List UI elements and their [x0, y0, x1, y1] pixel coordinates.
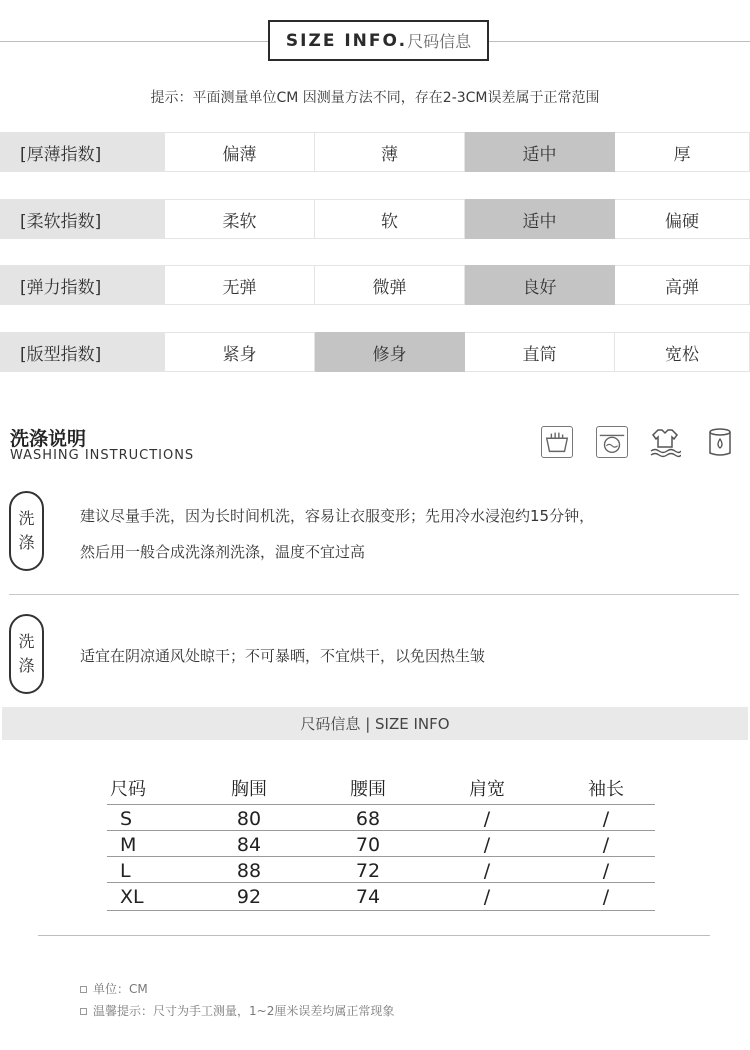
- footnote-unit-text: 单位：CM: [93, 982, 148, 996]
- wash-badge-1: [9, 491, 44, 571]
- washing-subtitle: WASHING INSTRUCTIONS: [10, 448, 195, 463]
- size-cell: 72: [355, 860, 381, 882]
- size-cell: /: [483, 886, 491, 908]
- wash-badge-2-char-2: 涤: [18, 656, 35, 675]
- dry-text-line: 适宜在阴凉通风处晾干；不可暴晒，不宜烘干，以免因热生皱: [80, 647, 486, 665]
- footnote-tip-text: 温馨提示：尺寸为手工测量，1~2厘米误差均属正常现象: [93, 1004, 395, 1018]
- size-row-divider: [107, 910, 655, 911]
- index-option-selected: 适中: [465, 199, 615, 239]
- size-header: 肩宽: [469, 779, 505, 800]
- index-option-selected: 修身: [315, 332, 465, 372]
- index-option-selected: 适中: [465, 132, 615, 172]
- size-cell: M: [120, 834, 137, 856]
- index-label: [版型指数]: [0, 332, 165, 372]
- size-header: 尺码: [110, 779, 146, 800]
- size-row-divider: [107, 804, 655, 805]
- size-cell: 70: [355, 834, 381, 856]
- index-option: 薄: [315, 132, 465, 172]
- index-option: 厚: [615, 132, 750, 172]
- index-label: [弹力指数]: [0, 265, 165, 305]
- wash-text-line-1: 建议尽量手洗，因为长时间机洗，容易让衣服变形；先用冷水浸泡约15分钟，: [80, 507, 595, 525]
- measurement-tip: 提示：平面测量单位CM 因测量方法不同，存在2-3CM误差属于正常范围: [150, 90, 600, 106]
- wash-badge-2: [9, 614, 44, 694]
- size-cell: 74: [355, 886, 381, 908]
- index-option: 无弹: [165, 265, 315, 305]
- index-option: 偏薄: [165, 132, 315, 172]
- shirt-water-icon: [649, 426, 681, 458]
- size-row-divider: [107, 882, 655, 883]
- size-header: 胸围: [231, 779, 267, 800]
- index-option: 直筒: [465, 332, 615, 372]
- size-cell: 92: [236, 886, 262, 908]
- wash-divider: [9, 594, 739, 595]
- wash-text-line-2: 然后用一般合成洗涤剂洗涤，温度不宜过高: [80, 543, 366, 561]
- index-row: [0, 332, 750, 372]
- index-option: 宽松: [615, 332, 750, 372]
- size-row-divider: [107, 830, 655, 831]
- size-cell: /: [602, 860, 610, 882]
- washing-machine-icon: [596, 426, 628, 458]
- size-cell: 68: [355, 808, 381, 830]
- size-cell: 84: [236, 834, 262, 856]
- index-row: [0, 265, 750, 305]
- index-option-selected: 良好: [465, 265, 615, 305]
- index-label: [厚薄指数]: [0, 132, 165, 172]
- index-option: 高弹: [615, 265, 750, 305]
- size-cell: XL: [120, 886, 144, 908]
- size-info-title-box: [268, 20, 489, 61]
- footnote-tip: [80, 1002, 394, 1019]
- size-cell: /: [602, 886, 610, 908]
- header-rule-right: [489, 41, 750, 42]
- size-cell: S: [120, 808, 133, 830]
- size-cell: /: [602, 808, 610, 830]
- index-label: [柔软指数]: [0, 199, 165, 239]
- size-cell: L: [120, 860, 131, 882]
- size-cell: 80: [236, 808, 262, 830]
- index-option: 偏硬: [615, 199, 750, 239]
- size-cell: /: [602, 834, 610, 856]
- size-cell: /: [483, 808, 491, 830]
- size-info-bar: 尺码信息 | SIZE INFO: [2, 707, 748, 740]
- size-header: 腰围: [350, 779, 386, 800]
- dry-bucket-icon: [704, 426, 736, 458]
- washing-title: 洗涤说明: [10, 428, 87, 450]
- title-zh: 尺码信息: [407, 32, 472, 51]
- size-table-bottom-rule: [38, 935, 710, 936]
- index-row: [0, 132, 750, 172]
- size-cell: 88: [236, 860, 262, 882]
- size-header: 袖长: [588, 779, 624, 800]
- wash-badge-1-char-2: 涤: [18, 533, 35, 552]
- title-en: SIZE INFO.: [285, 30, 408, 51]
- index-option: 柔软: [165, 199, 315, 239]
- size-cell: /: [483, 834, 491, 856]
- wash-badge-1-char-1: 洗: [18, 509, 35, 528]
- index-option: 微弹: [315, 265, 465, 305]
- index-option: 软: [315, 199, 465, 239]
- size-cell: /: [483, 860, 491, 882]
- wash-badge-2-char-1: 洗: [18, 632, 35, 651]
- footnote-unit: [80, 980, 148, 997]
- index-option: 紧身: [165, 332, 315, 372]
- index-row: [0, 199, 750, 239]
- header-rule-left: [0, 41, 268, 42]
- size-row-divider: [107, 856, 655, 857]
- hand-wash-icon: [541, 426, 573, 458]
- bullet-square-icon: [80, 1008, 87, 1015]
- bullet-square-icon: [80, 986, 87, 993]
